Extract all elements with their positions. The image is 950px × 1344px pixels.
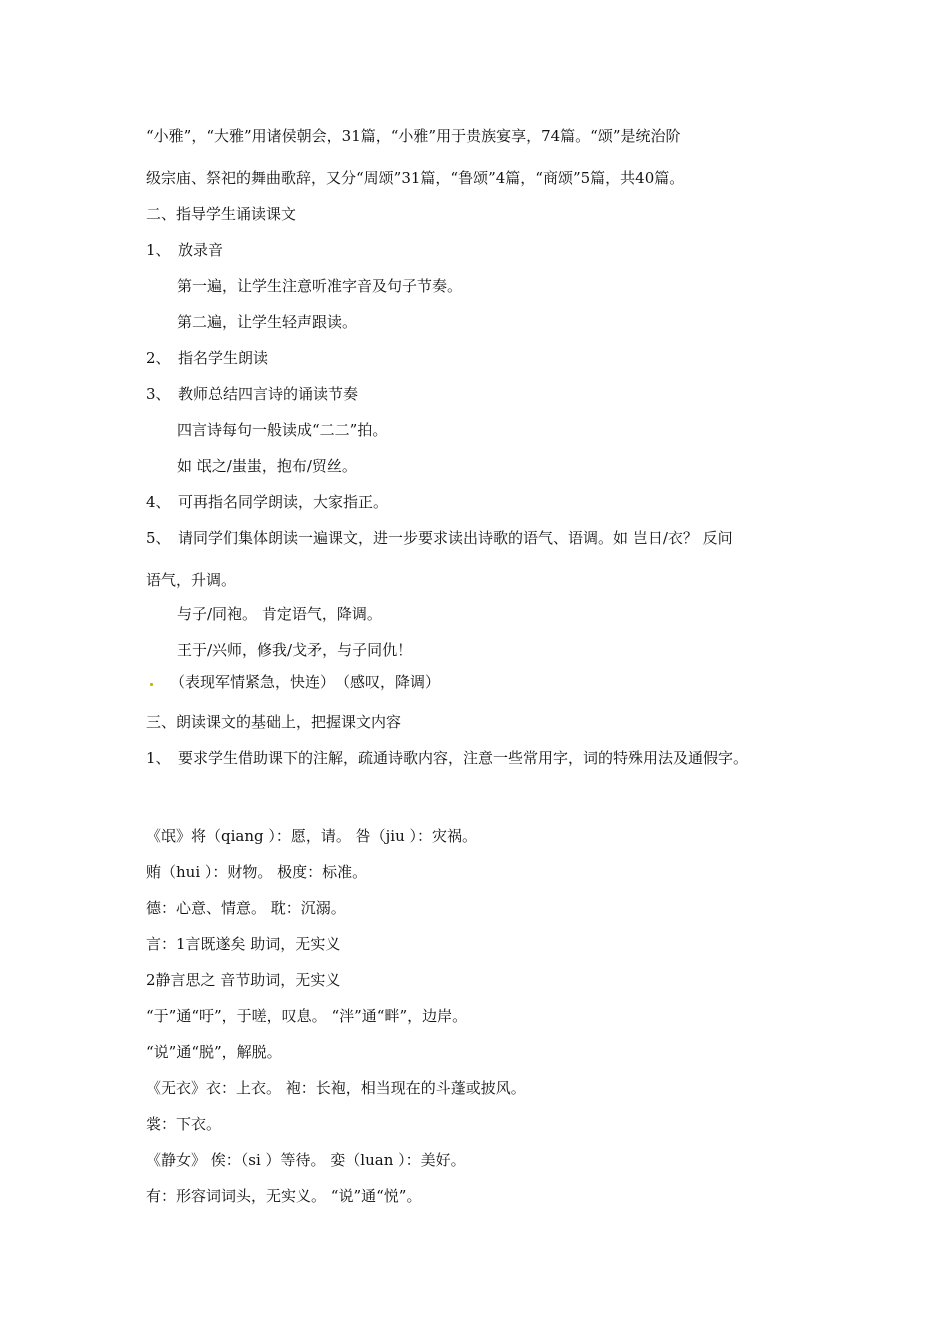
section-heading: 二、指导学生诵读课文 bbox=[146, 205, 297, 223]
text-line: 王于/兴师，修我/戈矛，与子同仇！ bbox=[177, 641, 413, 659]
text-line: 《氓》将（qiang ）：愿，请。 咎（jiu ）：灾祸。 bbox=[146, 827, 478, 845]
text-line: 语气，升调。 bbox=[146, 571, 237, 589]
text-line: 四言诗每句一般读成“二二”拍。 bbox=[177, 421, 388, 439]
text-line: 裳：下衣。 bbox=[146, 1115, 222, 1133]
text-line: “说”通“脱”，解脱。 bbox=[146, 1043, 282, 1061]
list-item: 1、 要求学生借助课下的注解，疏通诗歌内容，注意一些常用字，词的特殊用法及通假字。 bbox=[146, 749, 749, 767]
text-line: 第一遍，让学生注意听准字音及句子节奏。 bbox=[177, 277, 463, 295]
list-item: 1、 放录音 bbox=[146, 241, 224, 259]
list-item: 4、 可再指名同学朗读，大家指正。 bbox=[146, 493, 389, 511]
text-line: 有：形容词词头，无实义。 “说”通“悦”。 bbox=[146, 1187, 422, 1205]
list-item: 5、 请同学们集体朗读一遍课文，进一步要求读出诗歌的语气、语调。如 岂日/衣？ 反问 bbox=[146, 529, 733, 547]
text-line: 贿（hui ）：财物。 极度：标准。 bbox=[146, 863, 368, 881]
text-line: 2静言思之 音节助词，无实义 bbox=[146, 971, 341, 989]
list-item: 3、 教师总结四言诗的诵读节奏 bbox=[146, 385, 359, 403]
text-line: “小雅”，“大雅”用诸侯朝会，31篇，“小雅”用于贵族宴享，74篇。“颂”是统治阶 bbox=[146, 127, 681, 145]
text-line: 与子/同袍。 肯定语气，降调。 bbox=[177, 605, 382, 623]
text-line: “于”通“吁”，于嗟，叹息。 “泮”通“畔”，边岸。 bbox=[146, 1007, 468, 1025]
text-line: 言：1言既遂矣 助词，无实义 bbox=[146, 935, 341, 953]
text-line: 德：心意、情意。 耽：沉溺。 bbox=[146, 899, 346, 917]
text-line: 《无衣》衣：上衣。 袍：长袍，相当现在的斗蓬或披风。 bbox=[146, 1079, 526, 1097]
text-line: 《静女》 俟：（si ）等待。 娈（luan ）：美好。 bbox=[146, 1151, 466, 1169]
text-line: 如 氓之/蚩蚩，抱布/贸丝。 bbox=[177, 457, 357, 475]
section-heading: 三、朗读课文的基础上，把握课文内容 bbox=[146, 713, 402, 731]
text-line: 级宗庙、祭祀的舞曲歌辞，又分“周颂”31篇，“鲁颂”4篇，“商颂”5篇，共40篇。 bbox=[146, 169, 685, 187]
text-line: 第二遍，让学生轻声跟读。 bbox=[177, 313, 358, 331]
text-line: （表现军情紧急，快连） （感叹，降调） bbox=[170, 673, 441, 691]
list-item: 2、 指名学生朗读 bbox=[146, 349, 269, 367]
stray-mark bbox=[150, 683, 153, 686]
